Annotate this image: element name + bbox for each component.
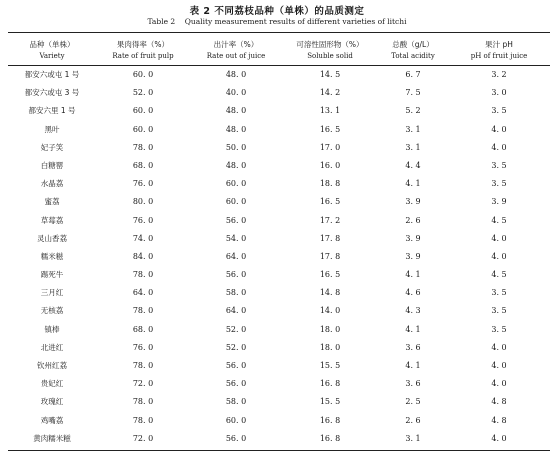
header-cn: 可溶性固形物（%） bbox=[296, 39, 364, 49]
cell-variety: 黑叶 bbox=[44, 124, 60, 134]
cell-fruit-pulp: 60. 0 bbox=[132, 70, 154, 79]
table-row bbox=[0, 157, 554, 175]
cell-variety: 糯米糍 bbox=[40, 251, 64, 261]
cell-total-acidity: 2. 5 bbox=[405, 397, 421, 407]
header-en: Soluble solid bbox=[307, 51, 353, 60]
cell-ph: 3. 2 bbox=[491, 70, 507, 79]
bottom-rule bbox=[8, 450, 550, 451]
cell-total-acidity: 4. 4 bbox=[405, 160, 421, 170]
cell-variety: 踢死牛 bbox=[40, 270, 64, 280]
cell-soluble-solid: 14. 0 bbox=[319, 306, 341, 316]
header-en: Total acidity bbox=[391, 51, 435, 60]
cell-soluble-solid: 14. 8 bbox=[319, 288, 341, 298]
cell-ph: 3. 5 bbox=[491, 306, 507, 316]
cell-fruit-pulp: 78. 0 bbox=[132, 142, 154, 152]
cell-juice: 60. 0 bbox=[225, 197, 247, 207]
cell-soluble-solid: 16. 8 bbox=[319, 433, 341, 443]
cell-ph: 3. 5 bbox=[491, 288, 507, 298]
cell-ph: 4. 0 bbox=[491, 233, 507, 243]
cell-fruit-pulp: 52. 0 bbox=[132, 88, 154, 98]
header-soluble-solid bbox=[282, 36, 378, 64]
cell-soluble-solid: 16. 5 bbox=[319, 124, 341, 134]
table-row bbox=[0, 321, 554, 339]
cell-variety: 蜜荔 bbox=[44, 197, 60, 207]
cell-juice: 48. 0 bbox=[225, 160, 247, 170]
cell-total-acidity: 3. 1 bbox=[405, 142, 421, 152]
cell-soluble-solid: 17. 2 bbox=[319, 215, 341, 225]
cell-soluble-solid: 17. 8 bbox=[319, 233, 341, 243]
cell-fruit-pulp: 74. 0 bbox=[132, 233, 154, 243]
cell-variety: 水晶荔 bbox=[40, 179, 64, 189]
cell-soluble-solid: 13. 1 bbox=[319, 106, 341, 116]
header-cn: 出汁率（%） bbox=[213, 39, 259, 49]
table-row bbox=[0, 193, 554, 211]
table-row bbox=[0, 66, 554, 84]
cell-variety: 白糖罂 bbox=[40, 160, 64, 170]
table-row bbox=[0, 102, 554, 120]
cell-soluble-solid: 18. 8 bbox=[319, 179, 341, 189]
cell-fruit-pulp: 72. 0 bbox=[132, 379, 154, 389]
table-row bbox=[0, 212, 554, 230]
table-row bbox=[0, 230, 554, 248]
cell-fruit-pulp: 76. 0 bbox=[132, 215, 154, 225]
table-title-cn: 表 2 不同荔枝品种（单株）的品质测定 bbox=[189, 6, 365, 17]
cell-fruit-pulp: 68. 0 bbox=[132, 160, 154, 170]
header-cn: 总酸（g/L） bbox=[392, 39, 434, 49]
header-en: pH of fruit juice bbox=[470, 51, 528, 60]
cell-ph: 4. 0 bbox=[491, 142, 507, 152]
cell-fruit-pulp: 78. 0 bbox=[132, 270, 154, 280]
cell-total-acidity: 2. 6 bbox=[405, 215, 421, 225]
cell-total-acidity: 6. 7 bbox=[405, 70, 421, 79]
cell-ph: 4. 8 bbox=[491, 415, 507, 425]
cell-juice: 56. 0 bbox=[225, 433, 247, 443]
table-row bbox=[0, 412, 554, 430]
cell-ph: 3. 5 bbox=[491, 179, 507, 189]
cell-variety: 黄肉糯米糍 bbox=[33, 433, 71, 443]
cell-ph: 3. 9 bbox=[491, 197, 507, 207]
cell-variety: 玫瑰红 bbox=[40, 397, 64, 407]
header-juice bbox=[190, 36, 282, 64]
table-row bbox=[0, 175, 554, 193]
cell-total-acidity: 7. 5 bbox=[405, 88, 421, 98]
cell-variety: 灵山香荔 bbox=[37, 233, 67, 243]
cell-juice: 60. 0 bbox=[225, 179, 247, 189]
cell-fruit-pulp: 84. 0 bbox=[132, 251, 154, 261]
cell-total-acidity: 4. 3 bbox=[405, 306, 421, 316]
cell-total-acidity: 4. 1 bbox=[405, 361, 421, 370]
cell-variety: 都安六里 1 号 bbox=[28, 106, 76, 116]
cell-variety: 妃子笑 bbox=[40, 142, 64, 152]
cell-variety: 镇棒 bbox=[44, 324, 60, 334]
cell-juice: 54. 0 bbox=[225, 233, 247, 243]
cell-total-acidity: 4. 1 bbox=[405, 179, 421, 189]
cell-soluble-solid: 16. 8 bbox=[319, 379, 341, 389]
cell-ph: 4. 0 bbox=[491, 379, 507, 389]
cell-fruit-pulp: 78. 0 bbox=[132, 306, 154, 316]
cell-fruit-pulp: 78. 0 bbox=[132, 415, 154, 425]
cell-soluble-solid: 15. 5 bbox=[319, 361, 341, 370]
table-row bbox=[0, 393, 554, 411]
cell-total-acidity: 3. 9 bbox=[405, 233, 421, 243]
cell-ph: 4. 0 bbox=[491, 124, 507, 134]
cell-ph: 3. 5 bbox=[491, 160, 507, 170]
cell-total-acidity: 5. 2 bbox=[405, 106, 421, 116]
cell-variety: 鸡嘴荔 bbox=[40, 415, 64, 425]
cell-soluble-solid: 17. 8 bbox=[319, 251, 341, 261]
header-en: Rate of fruit pulp bbox=[112, 51, 174, 60]
cell-soluble-solid: 16. 5 bbox=[319, 270, 341, 280]
table-row bbox=[0, 357, 554, 375]
cell-juice: 48. 0 bbox=[225, 124, 247, 134]
cell-juice: 50. 0 bbox=[225, 142, 247, 152]
cell-soluble-solid: 17. 0 bbox=[319, 142, 341, 152]
cell-total-acidity: 3. 9 bbox=[405, 251, 421, 261]
cell-total-acidity: 4. 1 bbox=[405, 324, 421, 334]
cell-juice: 64. 0 bbox=[225, 306, 247, 316]
cell-juice: 58. 0 bbox=[225, 288, 247, 298]
cell-ph: 4. 0 bbox=[491, 251, 507, 261]
cell-total-acidity: 3. 1 bbox=[405, 433, 421, 443]
cell-juice: 56. 0 bbox=[225, 361, 247, 370]
cell-ph: 3. 5 bbox=[491, 106, 507, 116]
header-en: Rate out of juice bbox=[206, 51, 266, 60]
header-variety bbox=[8, 36, 96, 64]
cell-total-acidity: 4. 6 bbox=[405, 288, 421, 298]
table-row bbox=[0, 339, 554, 357]
cell-variety: 贵妃红 bbox=[40, 379, 64, 389]
table-title-en: Table 2 Quality measurement results of different varieties of litchi bbox=[147, 17, 407, 26]
cell-ph: 4. 0 bbox=[491, 342, 507, 352]
cell-soluble-solid: 18. 0 bbox=[319, 324, 341, 334]
cell-soluble-solid: 16. 0 bbox=[319, 160, 341, 170]
cell-fruit-pulp: 76. 0 bbox=[132, 342, 154, 352]
cell-fruit-pulp: 80. 0 bbox=[132, 197, 154, 207]
header-cn: 果肉得率（%） bbox=[116, 39, 170, 49]
cell-variety: 钦州红荔 bbox=[37, 361, 67, 370]
cell-juice: 60. 0 bbox=[225, 415, 247, 425]
cell-fruit-pulp: 64. 0 bbox=[132, 288, 154, 298]
table-row bbox=[0, 430, 554, 448]
header-en: Variety bbox=[39, 51, 65, 60]
cell-total-acidity: 3. 6 bbox=[405, 342, 421, 352]
cell-ph: 3. 0 bbox=[491, 88, 507, 98]
cell-juice: 64. 0 bbox=[225, 251, 247, 261]
cell-variety: 草莓荔 bbox=[40, 215, 64, 225]
table-row bbox=[0, 84, 554, 102]
cell-total-acidity: 3. 9 bbox=[405, 197, 421, 207]
cell-soluble-solid: 14. 5 bbox=[319, 70, 341, 79]
cell-variety: 北进红 bbox=[40, 342, 64, 352]
table-row bbox=[0, 266, 554, 284]
cell-juice: 56. 0 bbox=[225, 379, 247, 389]
cell-total-acidity: 3. 6 bbox=[405, 379, 421, 389]
header-cn: 品种（单株） bbox=[29, 39, 75, 49]
cell-soluble-solid: 15. 5 bbox=[319, 397, 341, 407]
cell-soluble-solid: 16. 8 bbox=[319, 415, 341, 425]
cell-fruit-pulp: 78. 0 bbox=[132, 397, 154, 407]
cell-ph: 4. 0 bbox=[491, 433, 507, 443]
cell-juice: 40. 0 bbox=[225, 88, 247, 98]
cell-fruit-pulp: 60. 0 bbox=[132, 124, 154, 134]
table-row bbox=[0, 248, 554, 266]
table-body bbox=[0, 66, 554, 448]
table-row bbox=[0, 139, 554, 157]
cell-variety: 三月红 bbox=[40, 288, 64, 298]
cell-fruit-pulp: 78. 0 bbox=[132, 361, 154, 370]
header-fruit-pulp bbox=[96, 36, 190, 64]
cell-juice: 56. 0 bbox=[225, 270, 247, 280]
cell-variety: 都安六或屯 3 号 bbox=[24, 88, 80, 98]
header-total-acidity bbox=[378, 36, 448, 64]
cell-soluble-solid: 18. 0 bbox=[319, 342, 341, 352]
cell-ph: 3. 5 bbox=[491, 324, 507, 334]
table-row bbox=[0, 375, 554, 393]
cell-total-acidity: 2. 6 bbox=[405, 415, 421, 425]
cell-juice: 58. 0 bbox=[225, 397, 247, 407]
cell-soluble-solid: 14. 2 bbox=[319, 88, 341, 98]
top-rule bbox=[8, 32, 550, 33]
cell-variety: 无核荔 bbox=[40, 306, 64, 316]
cell-fruit-pulp: 72. 0 bbox=[132, 433, 154, 443]
cell-juice: 56. 0 bbox=[225, 215, 247, 225]
cell-total-acidity: 3. 1 bbox=[405, 124, 421, 134]
cell-fruit-pulp: 68. 0 bbox=[132, 324, 154, 334]
cell-juice: 52. 0 bbox=[225, 342, 247, 352]
table-row bbox=[0, 302, 554, 320]
cell-ph: 4. 5 bbox=[491, 215, 507, 225]
table-row bbox=[0, 121, 554, 139]
header-ph bbox=[448, 36, 550, 64]
cell-total-acidity: 4. 1 bbox=[405, 270, 421, 280]
cell-ph: 4. 5 bbox=[491, 270, 507, 280]
cell-fruit-pulp: 76. 0 bbox=[132, 179, 154, 189]
cell-juice: 48. 0 bbox=[225, 70, 247, 79]
header-cn: 果汁 pH bbox=[485, 39, 513, 49]
cell-juice: 52. 0 bbox=[225, 324, 247, 334]
table-row bbox=[0, 284, 554, 302]
cell-ph: 4. 0 bbox=[491, 361, 507, 370]
cell-soluble-solid: 16. 5 bbox=[319, 197, 341, 207]
cell-juice: 48. 0 bbox=[225, 106, 247, 116]
cell-variety: 都安六或屯 1 号 bbox=[24, 70, 80, 79]
cell-ph: 4. 8 bbox=[491, 397, 507, 407]
cell-fruit-pulp: 60. 0 bbox=[132, 106, 154, 116]
